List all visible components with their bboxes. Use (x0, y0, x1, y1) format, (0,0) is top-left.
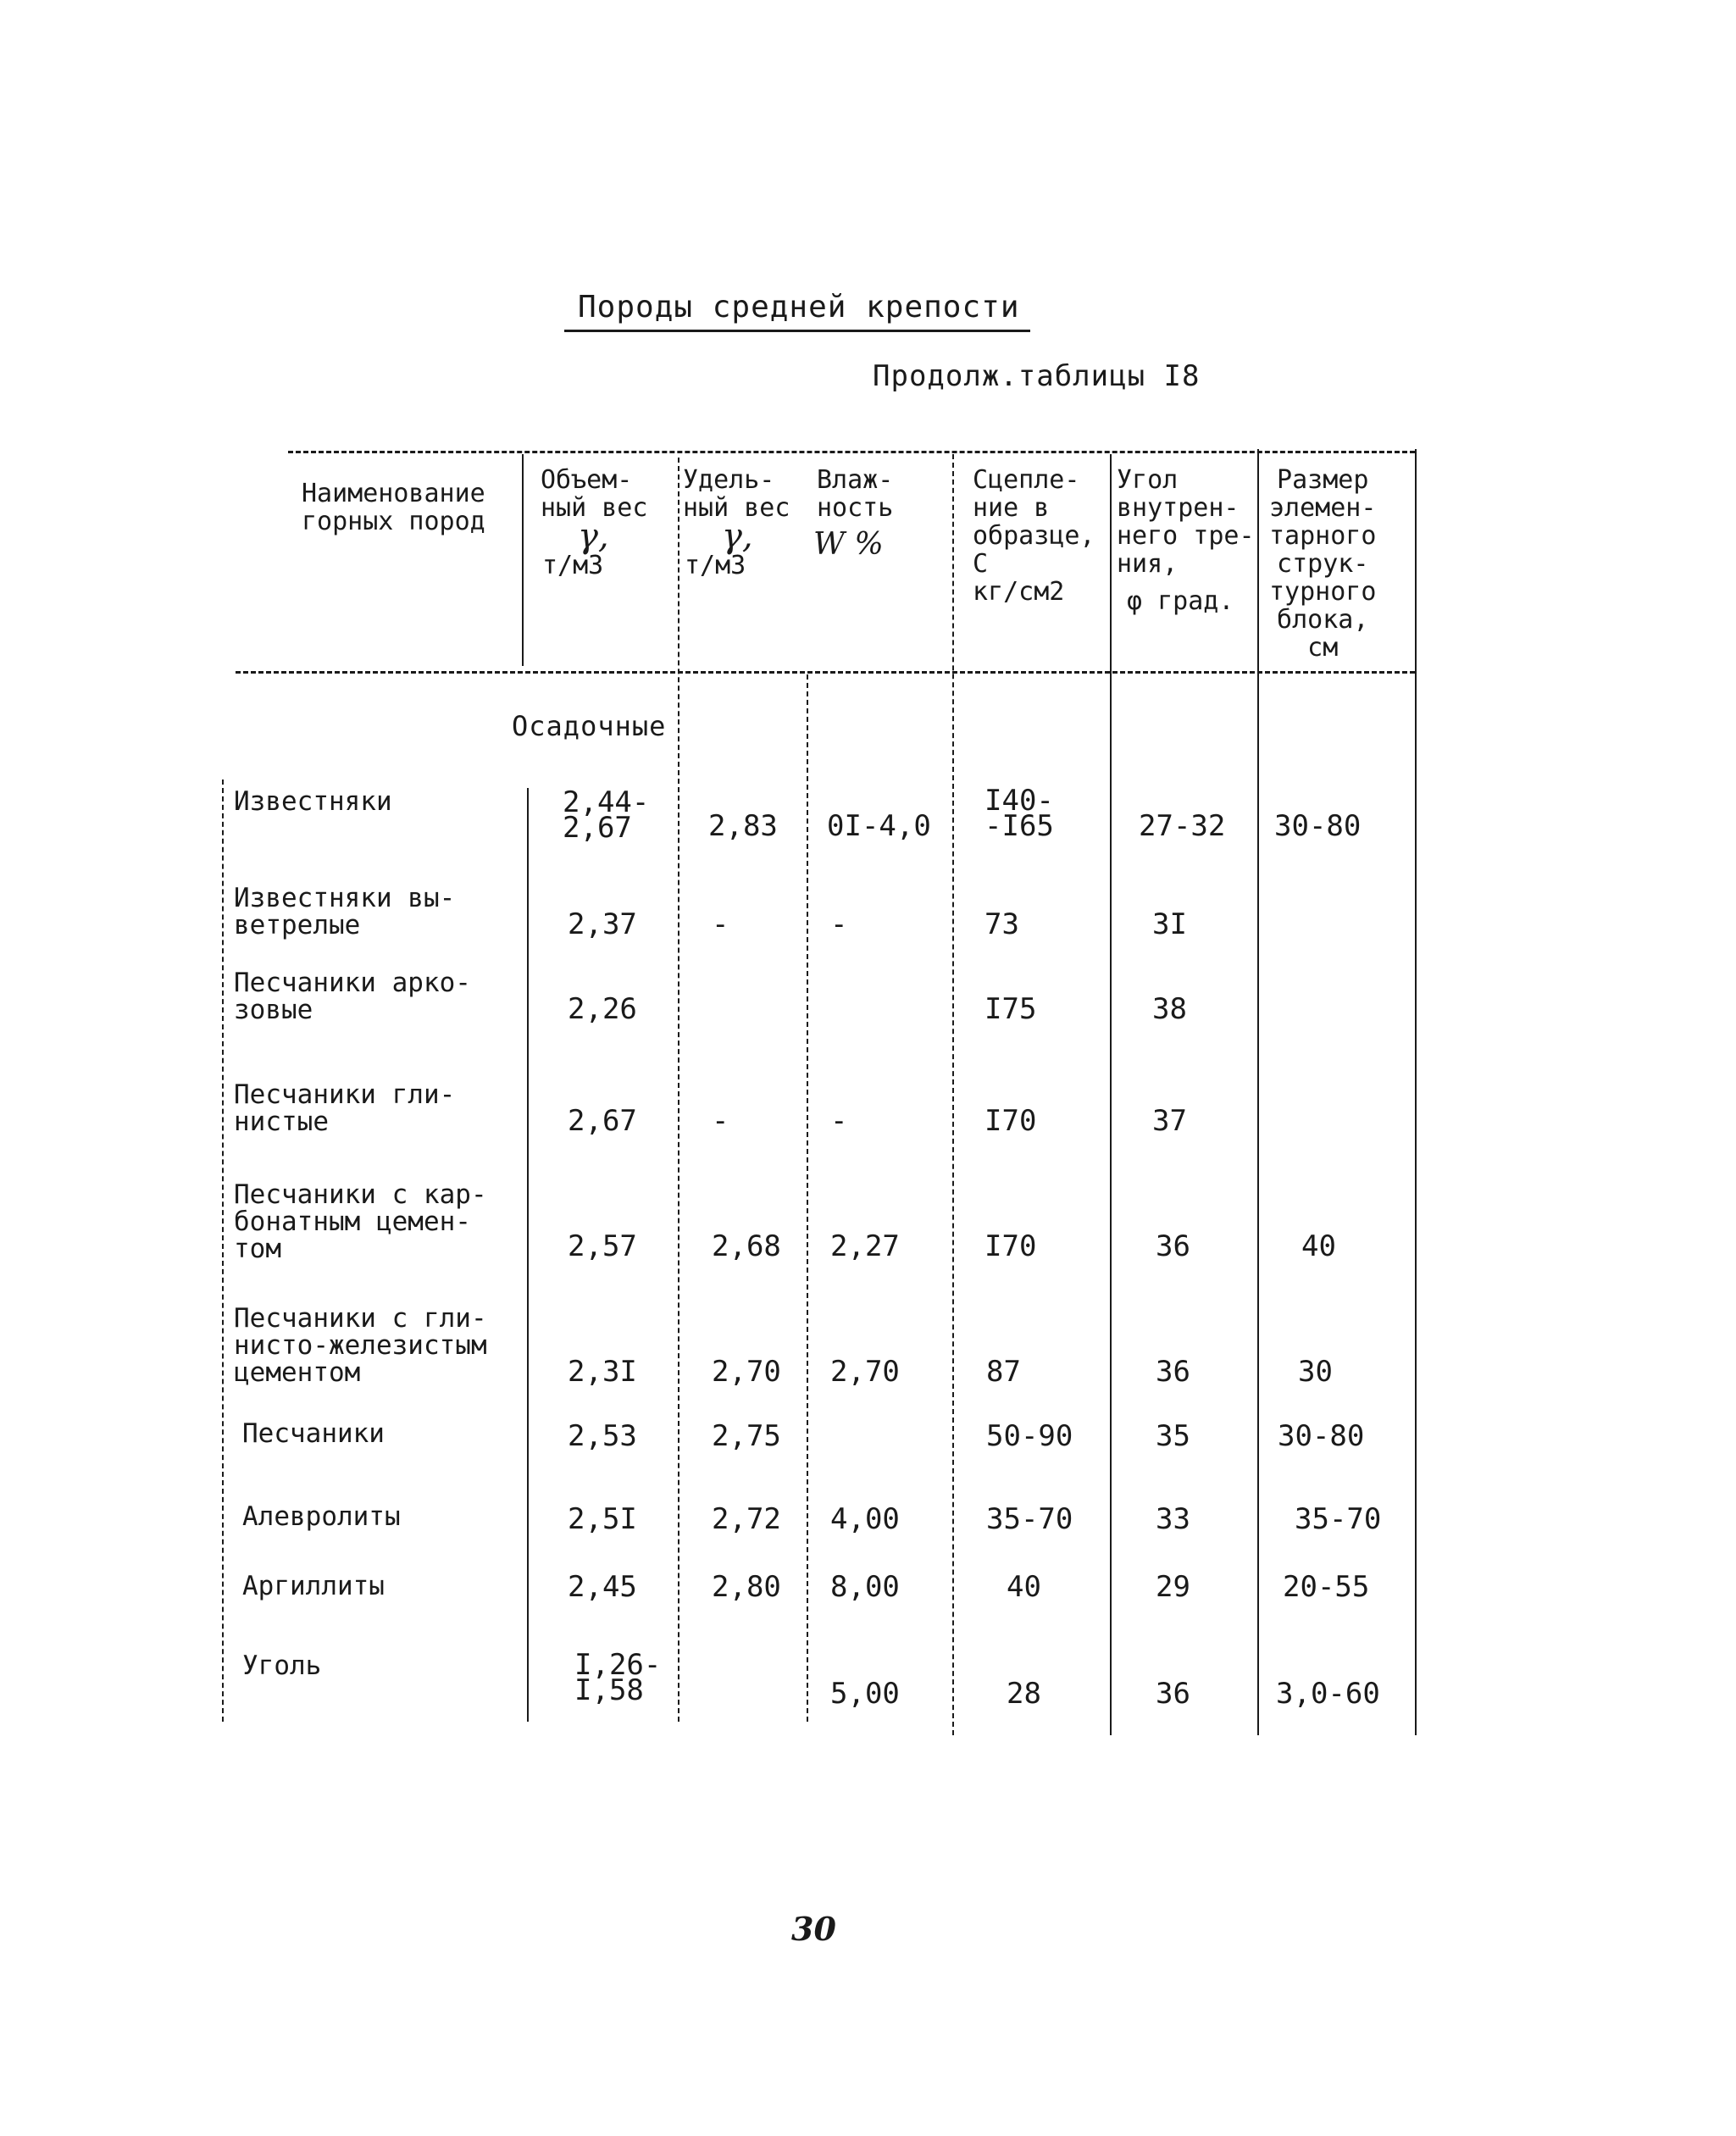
cell-cohesion: 40 (1007, 1570, 1041, 1604)
bulk-weight-unit: т/м3 (542, 551, 604, 580)
table-header-rule (236, 671, 1415, 674)
column-divider-1-body (527, 788, 529, 1722)
cell-moisture: 5,00 (830, 1677, 900, 1711)
cell-block-size: 20-55 (1283, 1570, 1370, 1604)
cell-friction-angle: 37 (1152, 1104, 1187, 1138)
table-left-edge (222, 780, 224, 1722)
cell-bulk-weight: 2,26 (568, 992, 637, 1026)
bulk-weight-symbol: γ, (578, 517, 609, 556)
cell-friction-angle: 36 (1156, 1229, 1190, 1263)
column-divider-1 (522, 454, 524, 666)
cell-cohesion: 73 (984, 907, 1019, 941)
column-divider-4 (952, 454, 954, 1735)
cell-bulk-weight: 2,53 (568, 1419, 637, 1453)
cell-cohesion: 50-90 (986, 1419, 1073, 1453)
row-name: Песчаники с гли- нисто-железистым цементом (234, 1303, 487, 1388)
cell-friction-angle: 35 (1156, 1419, 1190, 1453)
header-block-size: Размер элемен- тарного струк- турного блока, см (1269, 465, 1377, 663)
cell-block-size: 30-80 (1278, 1419, 1365, 1453)
column-divider-3 (807, 674, 808, 1722)
row-name: Известняки вы- ветрелые (234, 883, 456, 940)
header-moisture: Влаж- ность (817, 465, 894, 523)
row-name: Песчаники гли- нистые (234, 1079, 456, 1137)
cell-cohesion: I70 (984, 1104, 1037, 1138)
cell-specific-weight: 2,83 (708, 809, 778, 843)
cell-moisture: - (830, 907, 848, 941)
cell-specific-weight: 2,75 (712, 1419, 781, 1453)
row-name: Аргиллиты (242, 1571, 385, 1601)
column-divider-2 (678, 458, 679, 1722)
column-divider-5 (1110, 454, 1112, 1735)
cell-moisture: 0I-4,0 (827, 809, 931, 843)
cell-friction-angle: 36 (1156, 1355, 1190, 1389)
header-specific-weight: Удель- ный вес (683, 465, 790, 523)
row-name: Песчаники с кар- бонатным цемен- том (234, 1179, 487, 1264)
row-name: Алевролиты (242, 1501, 401, 1532)
cell-bulk-weight: 2,67 (568, 1104, 637, 1138)
page-title: Породы средней крепости (564, 290, 1030, 332)
moisture-symbol: W % (813, 527, 884, 562)
cell-bulk-weight: 2,37 (568, 907, 637, 941)
cell-cohesion: 35-70 (986, 1502, 1073, 1536)
cell-cohesion: I40- -I65 (984, 784, 1054, 843)
cell-block-size: 35-70 (1295, 1502, 1382, 1536)
cell-specific-weight: - (712, 1104, 729, 1138)
column-divider-6 (1257, 449, 1259, 1735)
header-cohesion: Сцепле- ние в образце, С кг/см2 (973, 465, 1095, 607)
cell-bulk-weight: 2,45 (568, 1570, 637, 1604)
cell-friction-angle: 27-32 (1139, 809, 1226, 843)
cell-bulk-weight: 2,5I (568, 1502, 637, 1536)
cell-block-size: 30-80 (1274, 809, 1362, 843)
cell-block-size: 40 (1301, 1229, 1336, 1263)
table-top-rule (288, 451, 1415, 453)
row-name: Известняки (234, 786, 392, 817)
row-name: Песчаники арко- зовые (234, 968, 471, 1025)
page-number: 30 (791, 1910, 836, 1948)
cell-cohesion: I75 (984, 992, 1037, 1026)
cell-moisture: - (830, 1104, 848, 1138)
row-name: Песчаники (242, 1418, 385, 1449)
section-label-sedimentary: Осадочные (512, 710, 667, 742)
cell-specific-weight: 2,80 (712, 1570, 781, 1604)
cell-cohesion: 87 (986, 1355, 1021, 1389)
row-name: Уголь (242, 1651, 322, 1681)
cell-specific-weight: 2,68 (712, 1229, 781, 1263)
cell-friction-angle: 38 (1152, 992, 1187, 1026)
friction-angle-unit: φ град. (1127, 586, 1234, 616)
cell-moisture: 2,70 (830, 1355, 900, 1389)
cell-specific-weight: 2,72 (712, 1502, 781, 1536)
table-continuation-label: Продолж.таблицы I8 (873, 359, 1201, 393)
cell-cohesion: I70 (984, 1229, 1037, 1263)
cell-specific-weight: 2,70 (712, 1355, 781, 1389)
cell-bulk-weight: I,26- I,58 (574, 1648, 662, 1707)
cell-block-size: 30 (1298, 1355, 1333, 1389)
header-friction-angle: Угол внутрен- него тре- ния, (1117, 465, 1255, 579)
cell-friction-angle: 36 (1156, 1677, 1190, 1711)
cell-bulk-weight: 2,44- 2,67 (563, 785, 650, 845)
header-bulk-weight: Объем- ный вес (541, 465, 648, 523)
cell-cohesion: 28 (1007, 1677, 1041, 1711)
cell-moisture: 2,27 (830, 1229, 900, 1263)
cell-bulk-weight: 2,3I (568, 1355, 637, 1389)
cell-moisture: 8,00 (830, 1570, 900, 1604)
cell-bulk-weight: 2,57 (568, 1229, 637, 1263)
cell-friction-angle: 29 (1156, 1570, 1190, 1604)
cell-block-size: 3,0-60 (1276, 1677, 1380, 1711)
table-right-edge (1415, 449, 1417, 1735)
cell-friction-angle: 3I (1152, 907, 1187, 941)
specific-weight-symbol: γ, (722, 517, 753, 556)
cell-specific-weight: - (712, 907, 729, 941)
cell-friction-angle: 33 (1156, 1502, 1190, 1536)
cell-moisture: 4,00 (830, 1502, 900, 1536)
specific-weight-unit: т/м3 (685, 551, 746, 580)
header-rock-name: Наименование горных пород (302, 479, 485, 536)
